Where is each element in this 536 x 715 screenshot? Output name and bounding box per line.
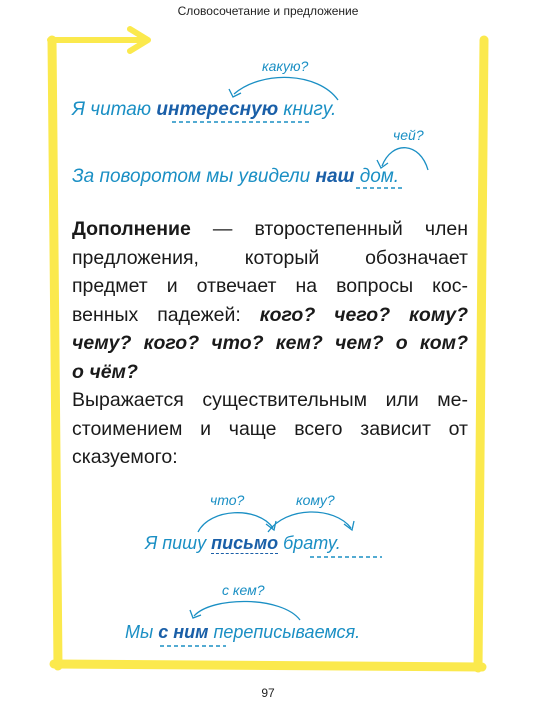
example-sentence-2: За поворотом мы увидели наш дом. bbox=[72, 166, 400, 187]
highlighted-word: наш bbox=[315, 166, 355, 187]
question-label: какую? bbox=[262, 58, 309, 74]
highlighted-word: интересную bbox=[156, 99, 279, 120]
running-header: Словосочетание и предложение bbox=[177, 4, 359, 18]
term-dopolnenie: Дополнение bbox=[72, 218, 191, 240]
definition-paragraph: Дополнение — второстепенный член предложения, который обозначает предмет и отвечает на вопросы кос- венных падежей: кого? чего? кому? чему? кого? что? кем? чем? о ком? о чём? Выражается существительным или ме- стоимением и чаще всего зависит от сказуемого: bbox=[72, 218, 469, 468]
question-label: кому? bbox=[296, 492, 335, 508]
example-sentence-4: Мы с ним переписываемся. bbox=[125, 622, 361, 642]
example-sentence-3: Я пишу письмо брату. bbox=[145, 533, 341, 553]
highlighted-word: с ним bbox=[158, 622, 209, 642]
page-number: 97 bbox=[261, 686, 275, 700]
question-label: чей? bbox=[393, 127, 424, 143]
question-label: с кем? bbox=[222, 582, 265, 598]
question-label: что? bbox=[210, 492, 245, 508]
highlighted-word: письмо bbox=[211, 533, 279, 553]
example-sentence-1: Я читаю интересную книгу. bbox=[72, 99, 337, 120]
